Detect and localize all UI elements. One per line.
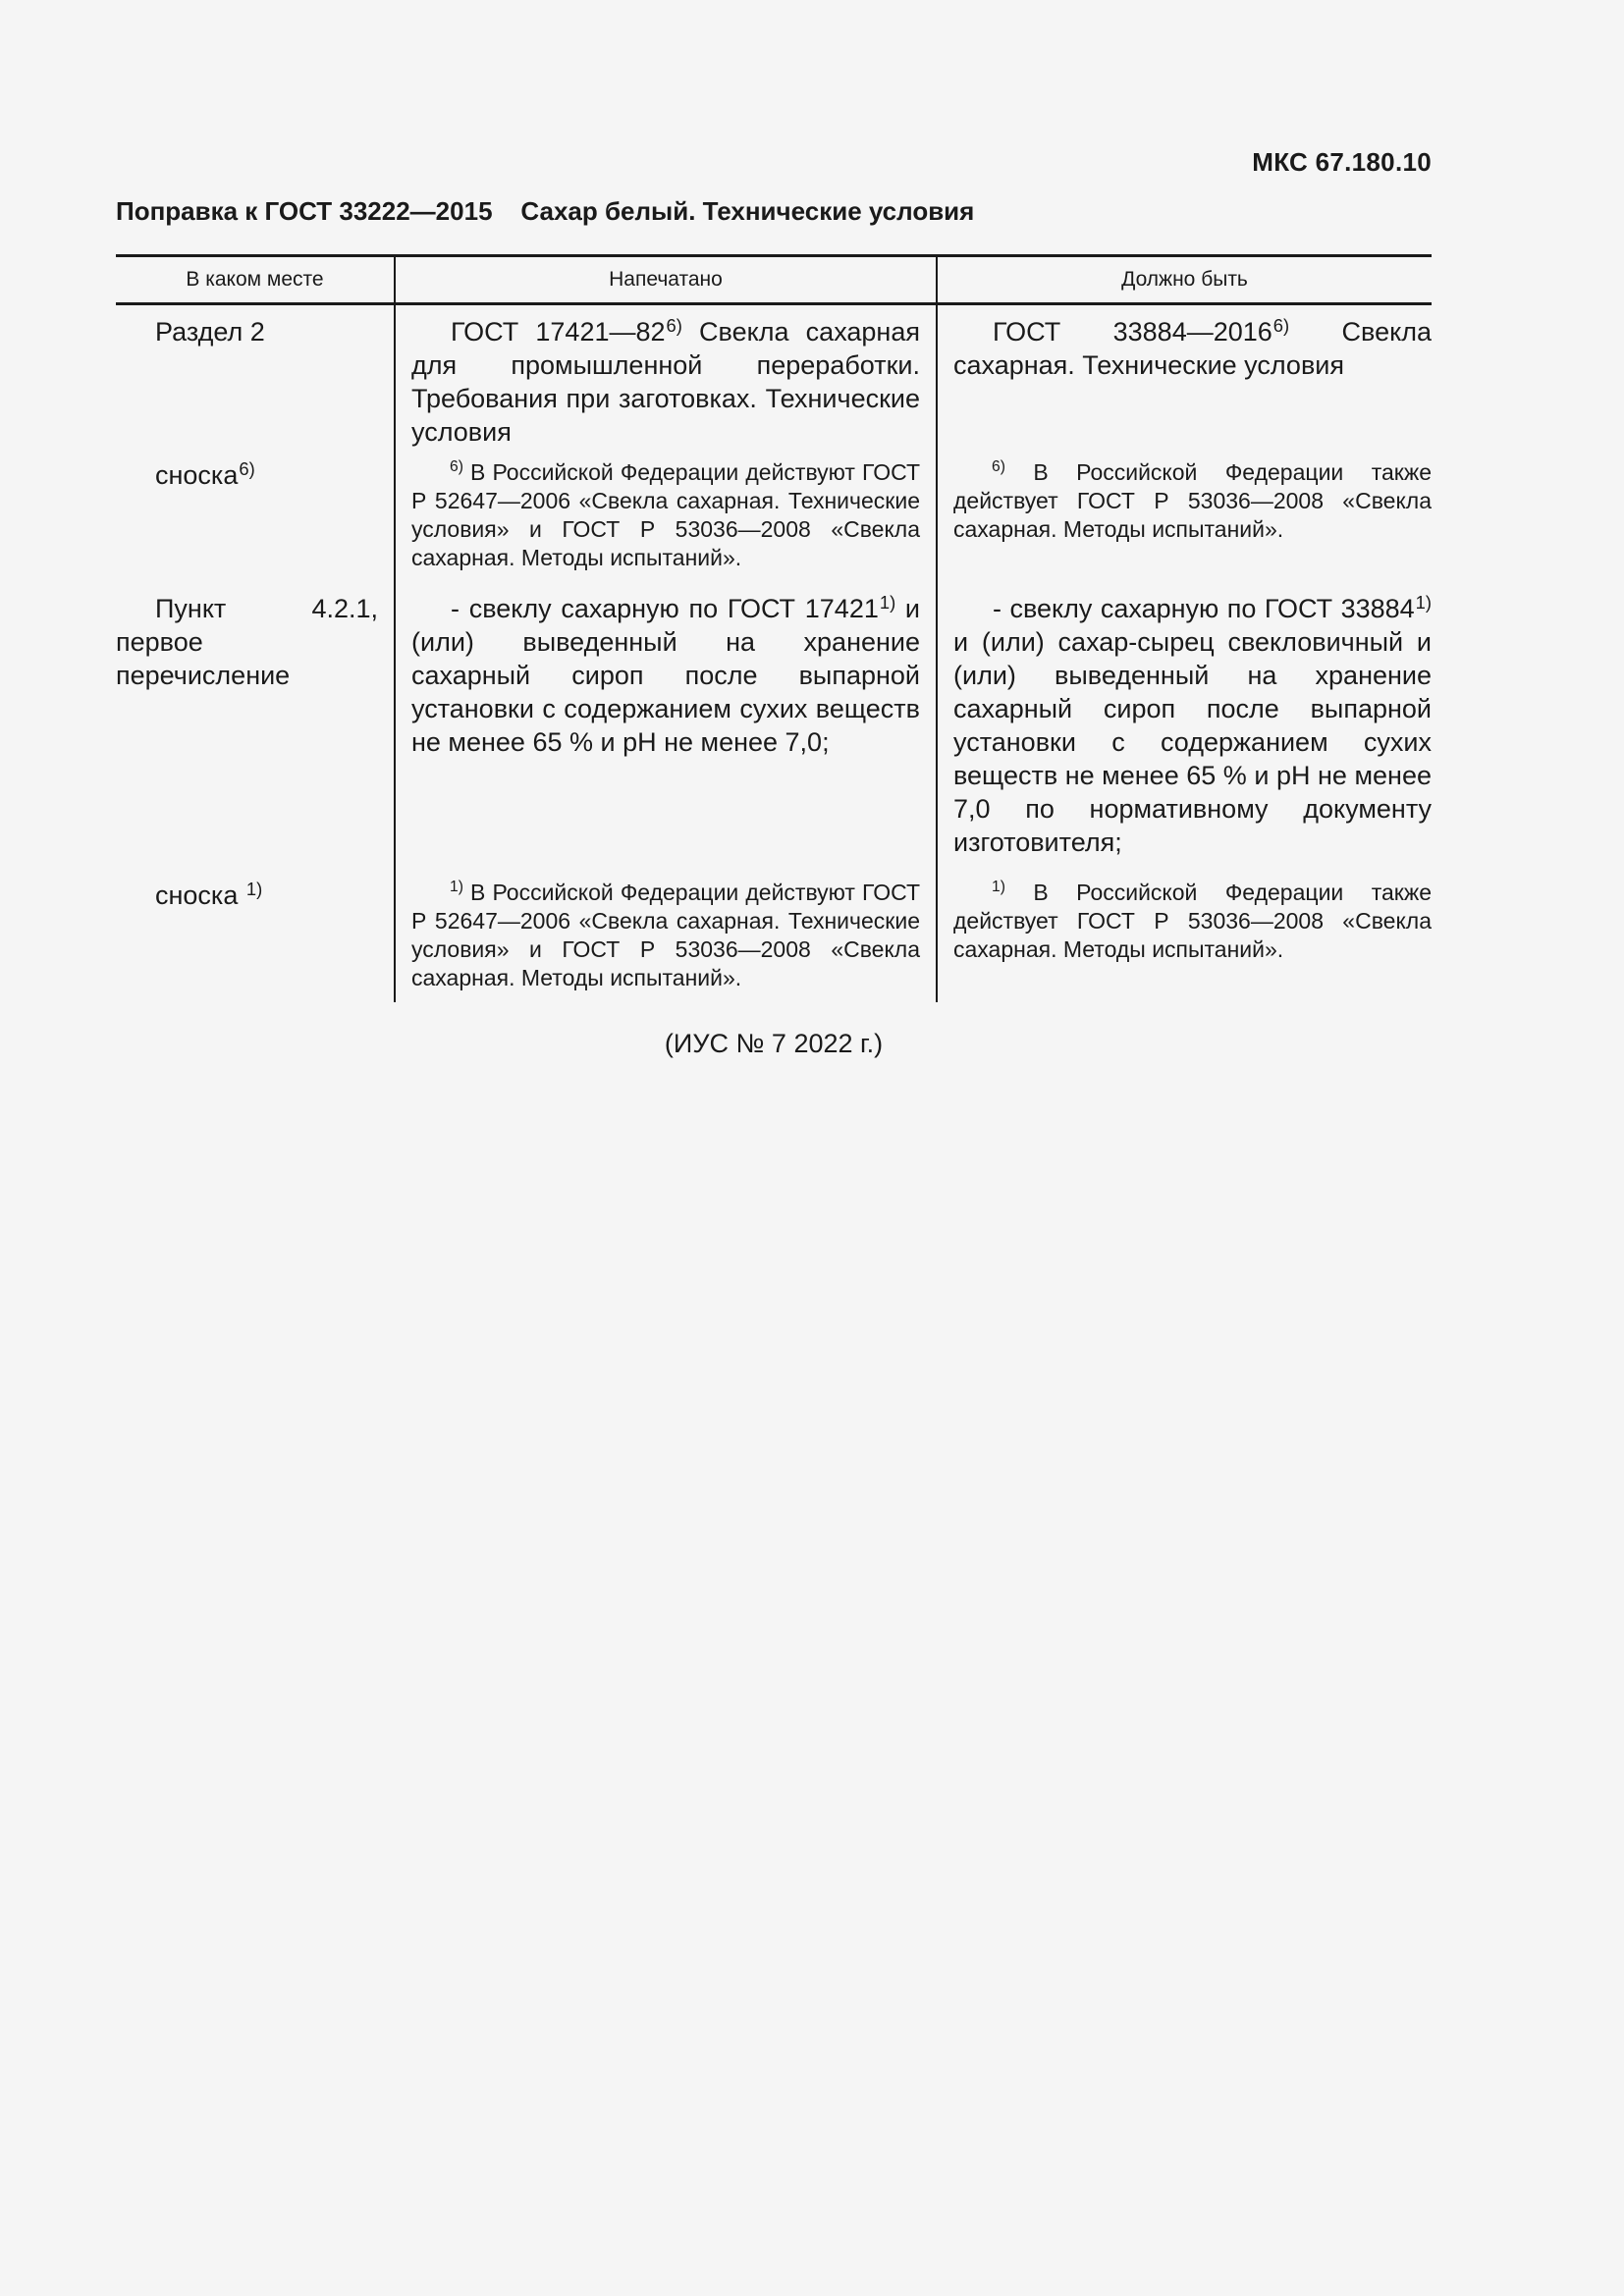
footnote-ref: 6) (992, 458, 1005, 475)
printed-cell (395, 869, 937, 1002)
printed-cell (395, 582, 937, 869)
footnote-ref: 6) (450, 458, 463, 475)
column-header-printed: Напечатано (395, 256, 937, 304)
should-be-cell (937, 869, 1432, 1002)
column-header-place: В каком месте (116, 256, 395, 304)
printed-text (411, 315, 920, 449)
footnote-ref: 6) (666, 315, 682, 336)
place-text: сноска (155, 460, 239, 490)
footnote-ref: 1) (879, 592, 896, 613)
footnote-ref: 6) (1272, 315, 1290, 336)
document-title: Поправка к ГОСТ 33222—2015 Сахар белый. Технические условия (116, 196, 975, 226)
ius-reference: (ИУС № 7 2022 г.) (664, 1029, 884, 1058)
table-header-row (116, 256, 1432, 304)
printed-rest: В Российской Федерации действуют ГОСТ Р 52647—2006 «Свекла сахарная. Технические условия» и ГОСТ Р 53036—2008 «Свекла сахарная. Методы испытаний». (411, 880, 920, 990)
should-be-main: ГОСТ 33884—2016 (993, 317, 1272, 347)
should-be-text (953, 315, 1432, 382)
place-cell (116, 449, 395, 582)
should-be-rest: и (или) сахар-сырец свекловичный и (или) выведенный на хранение сахарный сироп после выпарной установки с содержанием сухих веществ не менее 65 % и pH не менее 7,0 по нормативному документу изготовителя; (953, 627, 1432, 857)
printed-main: ГОСТ 17421—82 (451, 317, 666, 347)
should-be-text (953, 458, 1432, 544)
printed-rest: Свекла сахарная для промышленной переработки. Требования при заготовках. Технические условия (411, 317, 920, 447)
should-be-cell (937, 304, 1432, 450)
printed-cell (395, 449, 937, 582)
printed-main: - свеклу сахарную по ГОСТ 17421 (451, 594, 879, 623)
column-header-should-be: Должно быть (937, 256, 1432, 304)
printed-rest: и (или) выведенный на хранение сахарный сироп после выпарной установки с содержанием сухих веществ не менее 65 % и pH не менее 7,0; (411, 594, 920, 757)
table-row (116, 582, 1432, 869)
table-row (116, 449, 1432, 582)
footnote-ref: 1) (992, 879, 1005, 895)
printed-cell (395, 304, 937, 450)
should-be-cell (937, 449, 1432, 582)
place-cell (116, 869, 395, 1002)
place-cell (116, 304, 395, 450)
correction-table (116, 254, 1432, 1002)
table-row (116, 869, 1432, 1002)
mks-code: МКС 67.180.10 (1252, 147, 1432, 177)
printed-text (411, 592, 920, 759)
should-be-main: - свеклу сахарную по ГОСТ 33884 (993, 594, 1415, 623)
place-cell (116, 582, 395, 869)
footnote-ref: 6) (239, 458, 255, 479)
footnote-ref: 1) (245, 879, 263, 899)
should-be-text (953, 592, 1432, 859)
printed-text (411, 458, 920, 572)
place-text: Раздел 2 (155, 317, 265, 347)
place-text: сноска (155, 881, 245, 910)
footnote-ref: 1) (1415, 592, 1432, 613)
should-be-rest: В Российской Федерации также действует ГОСТ Р 53036—2008 «Свекла сахарная. Методы испытаний». (953, 880, 1432, 962)
should-be-cell (937, 582, 1432, 869)
should-be-rest: В Российской Федерации также действует ГОСТ Р 53036—2008 «Свекла сахарная. Методы испытаний». (953, 459, 1432, 542)
printed-text (411, 879, 920, 992)
should-be-text (953, 879, 1432, 964)
printed-rest: В Российской Федерации действуют ГОСТ Р 52647—2006 «Свекла сахарная. Технические условия» и ГОСТ Р 53036—2008 «Свекла сахарная. Методы испытаний». (411, 459, 920, 570)
should-be-rest: Свекла сахарная. Технические условия (953, 317, 1432, 380)
table-row (116, 304, 1432, 450)
footnote-ref: 1) (450, 879, 463, 895)
place-text: Пункт 4.2.1, первое перечисление (116, 594, 378, 690)
